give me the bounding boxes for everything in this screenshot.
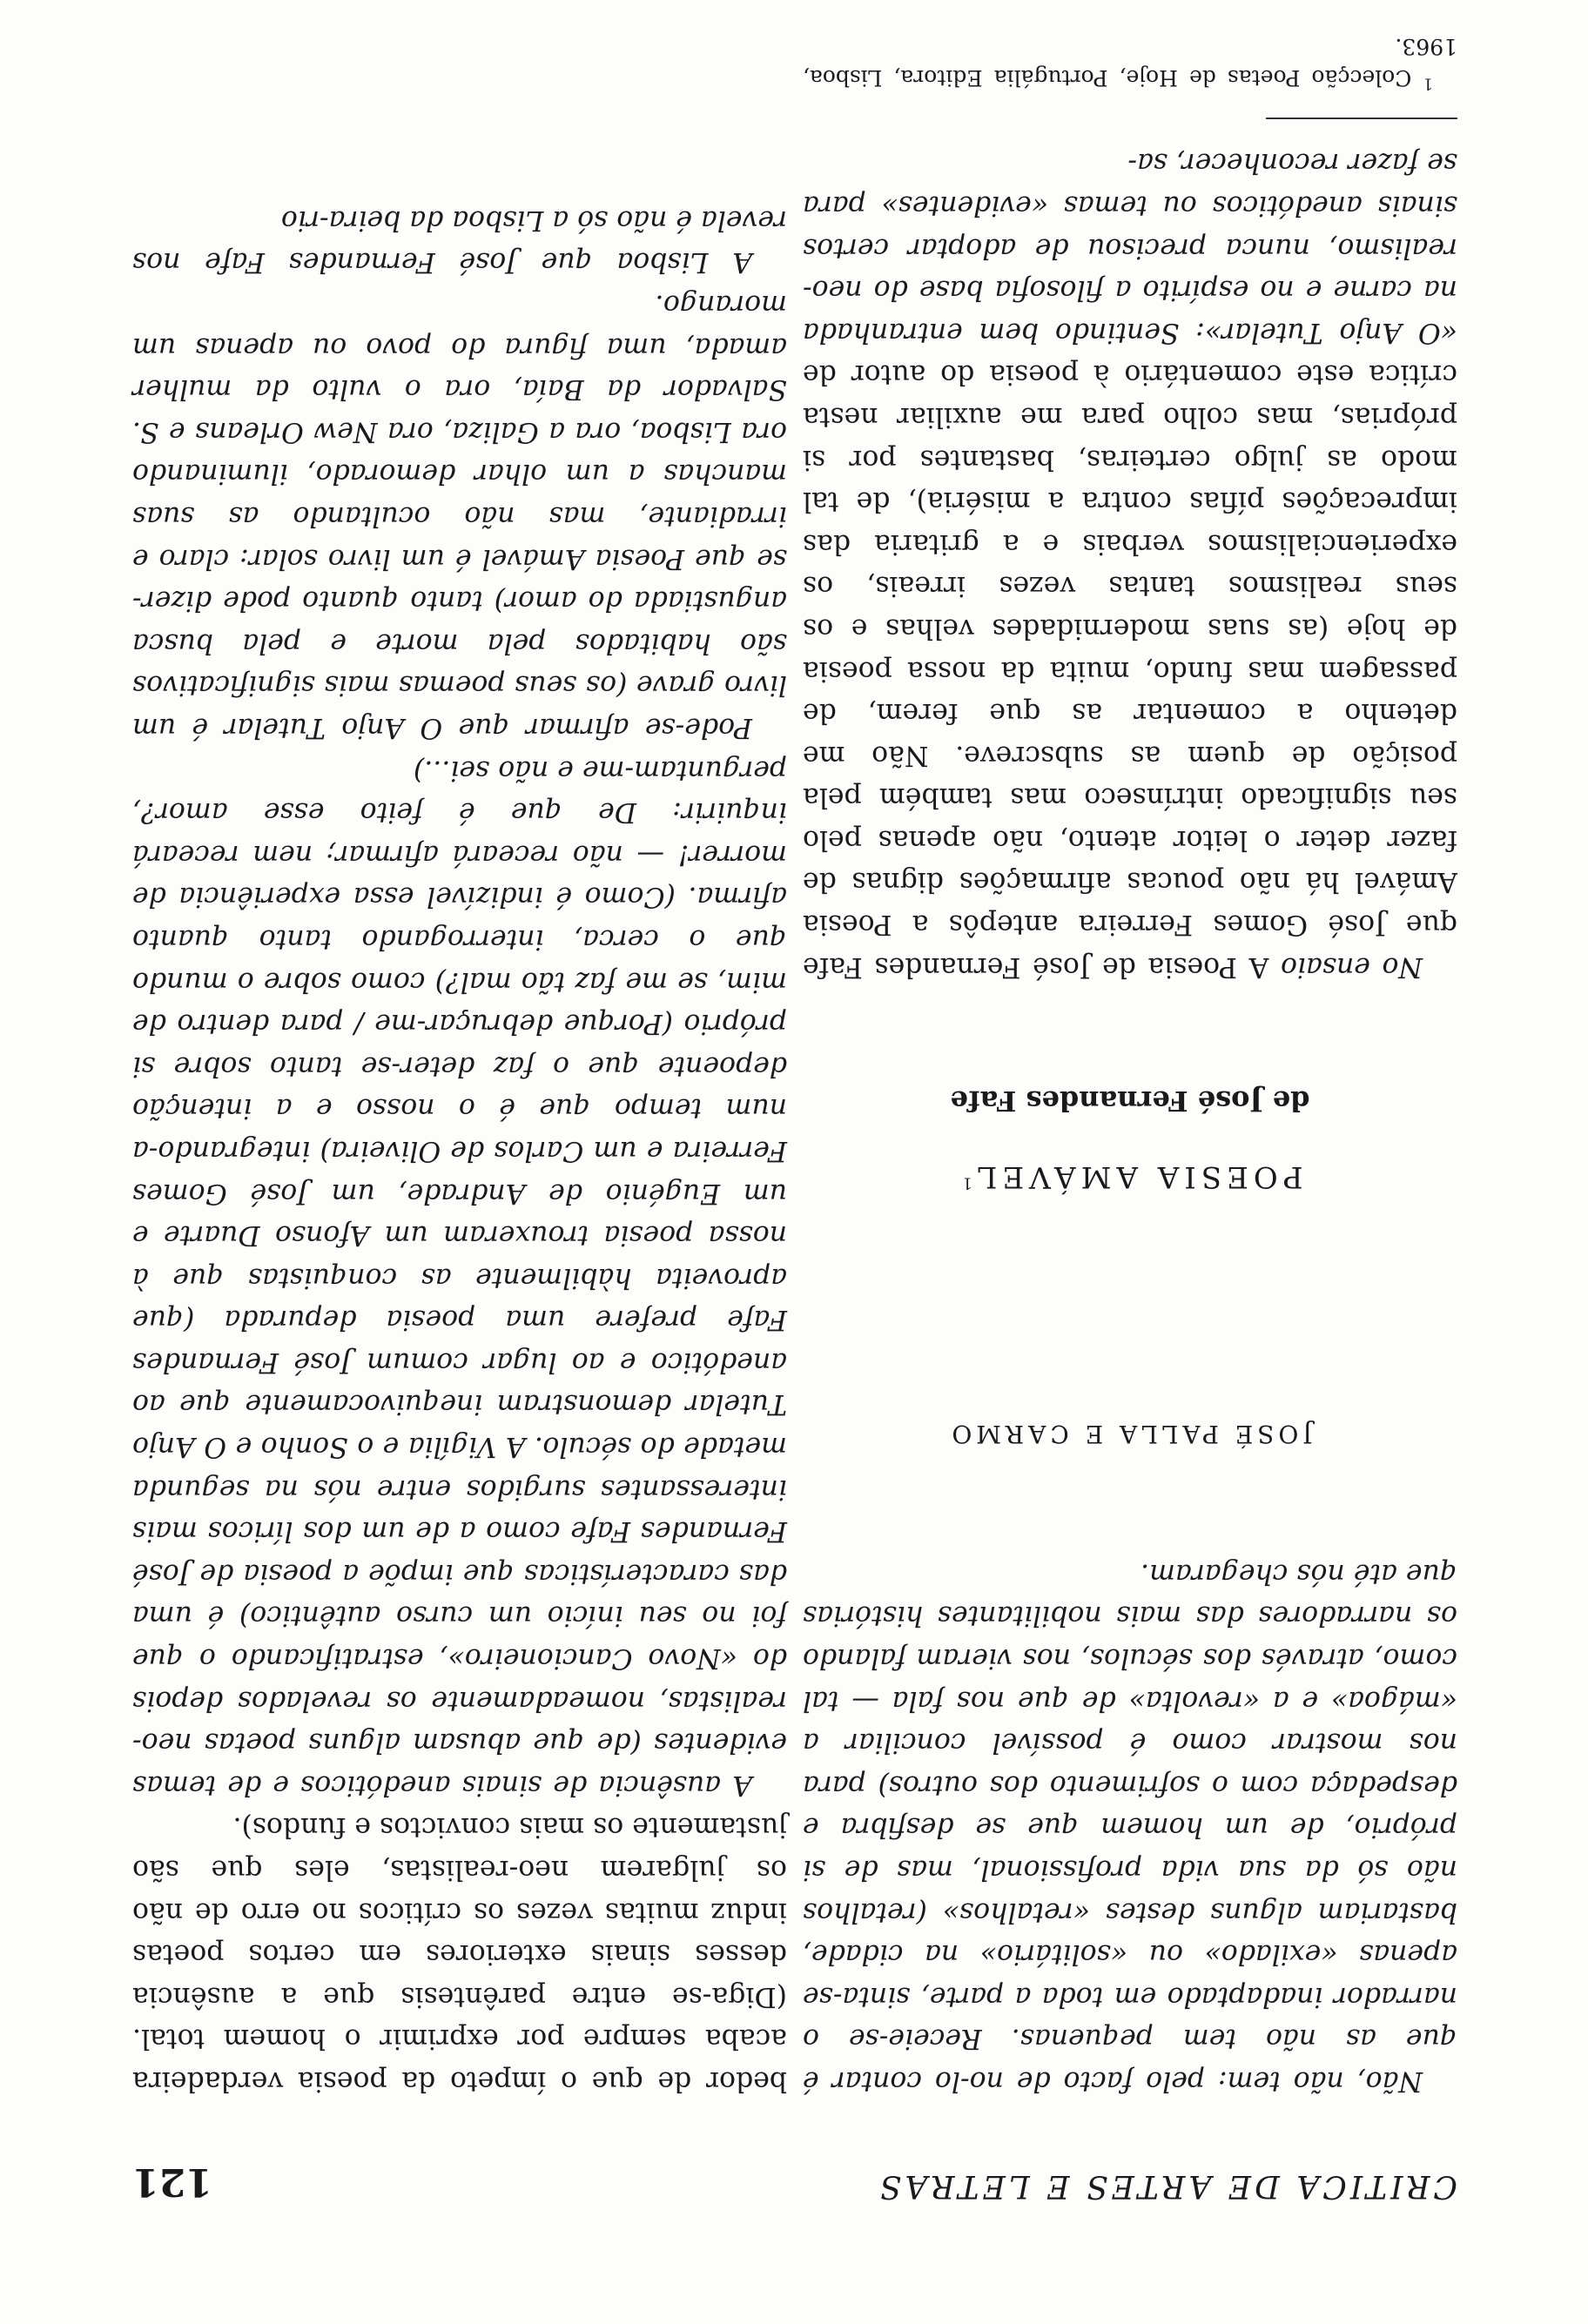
left-column (803, 30, 1457, 2102)
paragraph-essay (803, 142, 1457, 988)
page-number: 121 (132, 2159, 212, 2204)
review-subtitle: de José Fernandes Fafe (950, 1084, 1310, 1118)
title-note-mark: 1 (957, 1173, 972, 1192)
footnote-rule (1266, 118, 1457, 119)
running-head (132, 2143, 1457, 2204)
paragraph-continuation: bedor de que o ímpeto da poesia verdadeira acaba sempre por exprimir o homem total. (Diga-se entre parêntesis que a ausência desses sinais exteriores em certos poetas induz muitas vezes os críticos no erro de não os julgarem neo-realistas, eles que são justamente os mais convictos e fundos). (132, 1811, 787, 2097)
running-head-title: CRITICA DE ARTES E LETRAS (876, 2168, 1457, 2204)
review-title-text: POESIA AMÁVEL (972, 1159, 1303, 1194)
paragraph-essay-text-1: A Poesia de José Fernandes Fafe que José Gomes Ferreira antepôs a Poesia Amável há não poucas afirmações dignas de fazer deter o leitor atento, não apenas pelo seu significado intrínseco mas também pela posição de quem as subscreve. Não me detenho a comentar as que ferem, de passagem mas fundo, muita da nossa poesia de hoje (as suas modernidades velhas e os seus realismos tantas vezes irreais, os experiencialismos verbais e a gritaria das imprecações pífias contra a miséria), de tal modo as julgo certeiras, bastantes por si próprias, mas colho para me auxiliar nesta crítica este comentário à poesia do autor de (803, 359, 1457, 983)
paragraph-lisboa: A Lisboa que José Fernandes Fafe nos revela é não só a Lisboa da beira-rio (132, 204, 787, 279)
paragraph-essay-text-2: : Sentindo bem entranhada na carne e no espírito a filosofia base do neo-realismo, nunca precisou de adoptar certos sinais anedóticos ou temas «evidentes» para se fazer reconhecer, sa- (803, 147, 1457, 348)
footnote-mark: 1 (1423, 74, 1433, 93)
paragraph-anjo-tutelar: Pode-se afirmar que O Anjo Tutelar é um livro grave (os seus poemas mais significativos são habitados pela morte e pela busca angustiada do amor) tanto quanto pode dizer-se que Poesia Amável é um livro solar: claro e irradiante, mas não ocultando as suas manchas a um olhar demorado, iluminando ora Lisboa, ora a Galiza, ora New Orleans e S. Salvador da Baía, ora o vulto da mulher amada, uma figura do povo ou apenas um morango. (132, 289, 787, 743)
right-column (132, 198, 787, 2102)
paragraph-review-ending: Não, não tem: pelo facto de no-lo contar é que as não tem pequenas. Receie-se o narrador inadaptado em toda a parte, sinta-se apenas «exilado» ou «solitário» na cidade, bastariam alguns destes «retalhos» (retalhos não só da sua vida profissional, mas de si próprio, de um homem que se desfibra e despedaça com o sofrimento dos outros) para nos mostrar como é possível conciliar a «mágoa» e a «revolta» de que nos fala — tal como, através dos séculos, nos vieram falando os narradores das mais nobilitantes histórias que até nós chegaram. (803, 1557, 1457, 2097)
paragraph-themes: A ausência de sinais anedóticos e de temas evidentes (de que abusam alguns poetas neo-realistas, nomeadamente os revelados depois do «Novo Cancioneiro», estratificando o que foi no seu início um curso autêntico) é uma das características que impõe a poesia de José Fernandes Fafe como a de um dos líricos mais interessantes surgidos entre nós na segunda metade do século. A Vigília e o Sonho e O Anjo Tutelar demonstram inequivocamente que ao anedótico e ao lugar comum José Fernandes Fafe prefere uma poesia depurada (que aproveita hàbilmente as conquistas que à nossa poesia trouxeram um Afonso Duarte e um Eugénio de Andrade, um José Gomes Ferreira e um Carlos de Oliveira) integrando-a num tempo que é o nosso e a intenção depoente que o faz deter-se tanto sobre si próprio (Porque debruçar-me / para dentro de mim, se me faz tão mal?) como sobre o mundo que o cerca, interrogando tanto quanto afirma. (Como é indizível essa experiência de morrer! — não receará afirmar; nem receará inquirir: De que é feito esse amor?, perguntam-me e não sei...) (132, 754, 787, 1801)
paragraph-essay-book-title: «O Anjo Tutelar» (1204, 316, 1457, 348)
footnote-text: Colecção Poetas de Hoje, Portugália Editora, Lisboa, 1963. (802, 33, 1457, 91)
review-title (803, 1159, 1457, 1195)
footnote (803, 30, 1457, 93)
review-author: JOSÉ PALLA E CARMO (947, 1420, 1313, 1449)
paragraph-essay-lead: No ensaio (1280, 950, 1423, 983)
